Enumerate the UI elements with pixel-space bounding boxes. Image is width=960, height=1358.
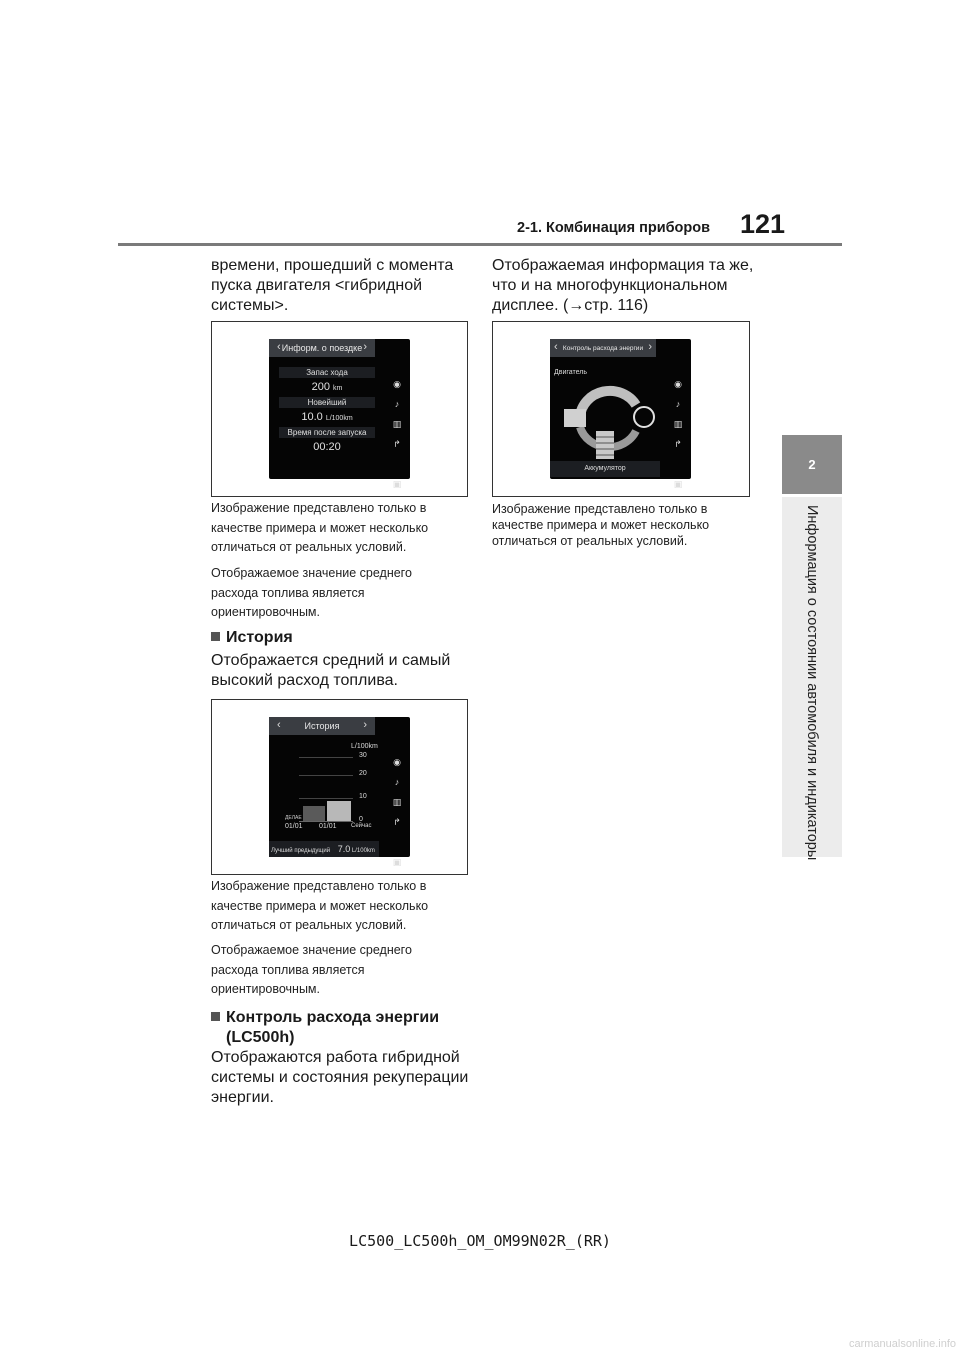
chart-icon: ▥ — [392, 419, 402, 429]
right-intro-text: Отображаемая информация та же, что и на многофункциональном дисплее. (→стр. 116) — [492, 257, 754, 314]
chevron-right-icon: › — [363, 719, 367, 731]
chevron-left-icon: ‹ — [277, 341, 281, 353]
page-number: 121 — [740, 209, 786, 239]
note-1: Отображаемое значение среднего расхода топлива является ориентировочным. — [211, 566, 412, 619]
energy-flow-diagram — [550, 375, 660, 461]
chart-icon: ▥ — [673, 419, 683, 429]
screen-icon-column — [389, 369, 405, 489]
figure-caption-1: Изображение представлено только в качестве примера и может несколько отличаться от реальных условий. — [211, 501, 429, 554]
screen-icon-column — [670, 369, 686, 489]
energy-text: Отображаются работа гибридной системы и состояния рекуперации энергии. — [211, 1049, 469, 1106]
chapter-label: Информация о состоянии автомобиля и индикаторы — [804, 505, 820, 861]
document-code: LC500_LC500h_OM_OM99N02R_(RR) — [349, 1232, 611, 1250]
chevron-left-icon: ‹ — [554, 341, 558, 353]
square-bullet-icon — [211, 632, 220, 641]
energy-monitor-screen: ‹ Контроль расхода энергии › Двигатель Аккумулятор ◉ ♪ ▥ ↱ ▣ — [550, 339, 691, 479]
right-figure-caption: Изображение представлено только в качестве примера и может несколько отличаться от реальных условий. — [492, 502, 710, 548]
navigation-icon: ↱ — [393, 817, 401, 827]
gauge-icon: ◉ — [674, 379, 682, 389]
navigation-icon: ↱ — [674, 439, 682, 449]
section-title: 2-1. Комбинация приборов — [517, 220, 711, 236]
history-heading: История — [211, 628, 471, 648]
header-divider — [118, 243, 842, 246]
flow-arc-top — [580, 391, 636, 417]
music-icon: ♪ — [675, 399, 681, 409]
display-icon: ▣ — [392, 479, 402, 489]
history-figure — [211, 699, 468, 875]
history-text: Отображается средний и самый высокий расход топлива. — [211, 652, 451, 689]
square-bullet-icon — [211, 1012, 220, 1021]
display-icon: ▣ — [673, 479, 683, 489]
chapter-number: 2 — [782, 435, 842, 494]
wheel-icon — [634, 407, 654, 427]
music-icon: ♪ — [394, 399, 400, 409]
chart-icon: ▥ — [392, 797, 402, 807]
note-2: Отображаемое значение среднего расхода топлива является ориентировочным. — [211, 943, 412, 996]
intro-text: времени, прошедший с момента пуска двигателя <гибридной системы>. — [211, 257, 454, 314]
watermark: carmanualsonline.info — [848, 1338, 956, 1350]
energy-monitor-figure — [492, 321, 750, 497]
figure-caption-2: Изображение представлено только в качестве примера и может несколько отличаться от реальных условий. — [211, 879, 429, 932]
history-bar-current — [327, 801, 351, 821]
display-icon: ▣ — [392, 857, 402, 867]
chevron-right-icon: › — [648, 341, 652, 353]
screen-icon-column — [389, 747, 405, 867]
history-screen: ‹ История › L/100km 30 20 10 0 ДЕЛАЕ 01/01 01/01 Сейчас Лучший предыдущий 7.0 L/100km ◉ ♪ ▥ ↱ ▣ — [269, 717, 410, 857]
engine-block — [564, 409, 586, 427]
chevron-left-icon: ‹ — [277, 719, 281, 731]
navigation-icon: ↱ — [393, 439, 401, 449]
trip-info-screen: ‹ Информ. о поездке › Запас хода 200 km Новейший 10.0 L/100km Время после запуска 00:20 ◉ ♪ ▥ ↱ ▣ — [269, 339, 410, 479]
energy-heading: Контроль расхода энергии (LC500h) — [211, 1008, 471, 1048]
history-bar-previous — [303, 806, 325, 821]
gauge-icon: ◉ — [393, 379, 401, 389]
music-icon: ♪ — [394, 777, 400, 787]
gauge-icon: ◉ — [393, 757, 401, 767]
chevron-right-icon: › — [363, 341, 367, 353]
trip-info-figure — [211, 321, 468, 497]
